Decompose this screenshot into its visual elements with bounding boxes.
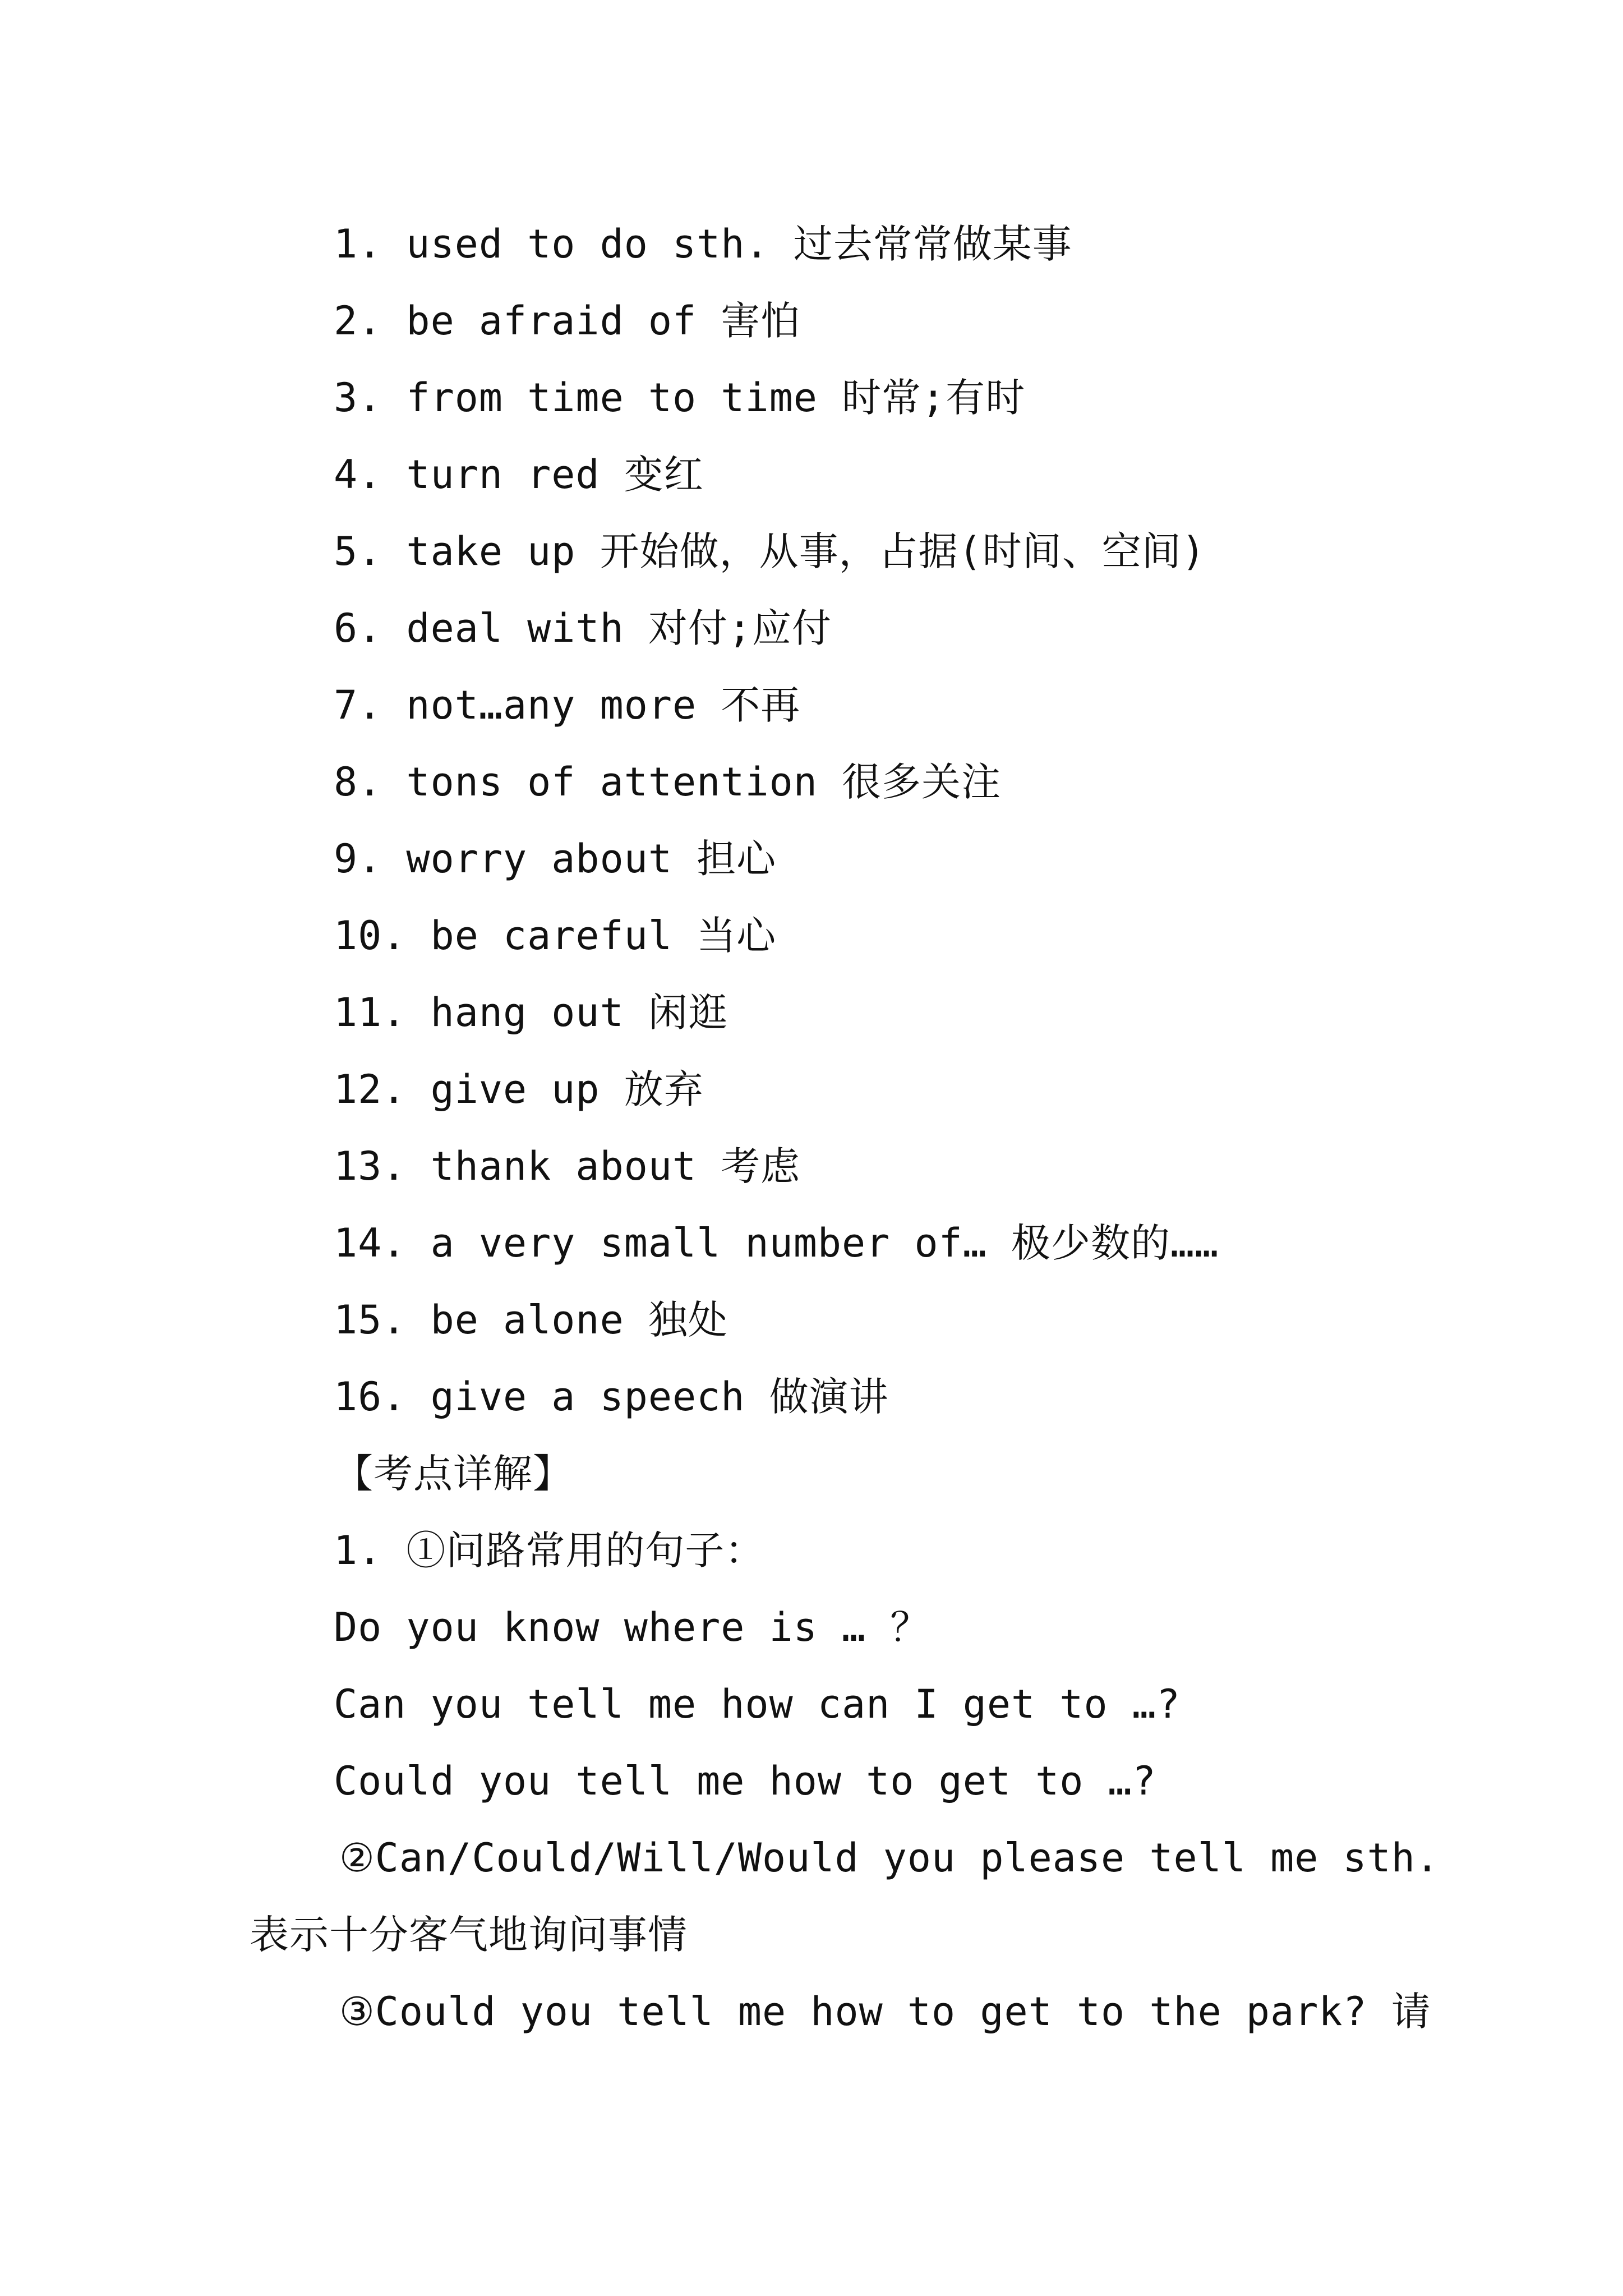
phrase-item: 15. be alone 独处 (334, 1297, 728, 1343)
phrase-item: 6. deal with 对付;应付 (334, 605, 832, 651)
phrase-item: 11. hang out 闲逛 (334, 990, 728, 1036)
phrase-item: 13. thank about 考虑 (334, 1143, 801, 1189)
example-sentence: Could you tell me how to get to …? (334, 1758, 1156, 1804)
phrase-item: 3. from time to time 时常;有时 (334, 375, 1026, 421)
phrase-item: 4. turn red 变红 (334, 452, 704, 498)
phrase-item: 5. take up 开始做，从事，占据(时间、空间) (334, 528, 1206, 574)
phrase-item: 1. used to do sth. 过去常常做某事 (334, 221, 1072, 267)
point-heading: 1. ①问路常用的句子： (334, 1527, 765, 1573)
phrase-item: 14. a very small number of… 极少数的…… (334, 1220, 1219, 1266)
note-line: ③Could you tell me how to get to the park? 请 (339, 1989, 1431, 2035)
phrase-item: 7. not…any more 不再 (334, 682, 801, 728)
note-line: ②Can/Could/Will/Would you please tell me sth. (339, 1835, 1440, 1881)
phrase-item: 8. tons of attention 很多关注 (334, 759, 1002, 805)
example-sentence: Do you know where is … ？ (334, 1604, 930, 1650)
phrase-item: 12. give up 放弃 (334, 1066, 704, 1112)
note-line: 表示十分客气地询问事情 (250, 1912, 688, 1958)
phrase-item: 10. be careful 当心 (334, 913, 777, 959)
section-title: 【考点详解】 (334, 1451, 573, 1497)
phrase-item: 16. give a speech 做演讲 (334, 1374, 889, 1420)
phrase-item: 2. be afraid of 害怕 (334, 298, 801, 344)
phrase-item: 9. worry about 担心 (334, 836, 777, 882)
example-sentence: Can you tell me how can I get to …? (334, 1681, 1181, 1727)
